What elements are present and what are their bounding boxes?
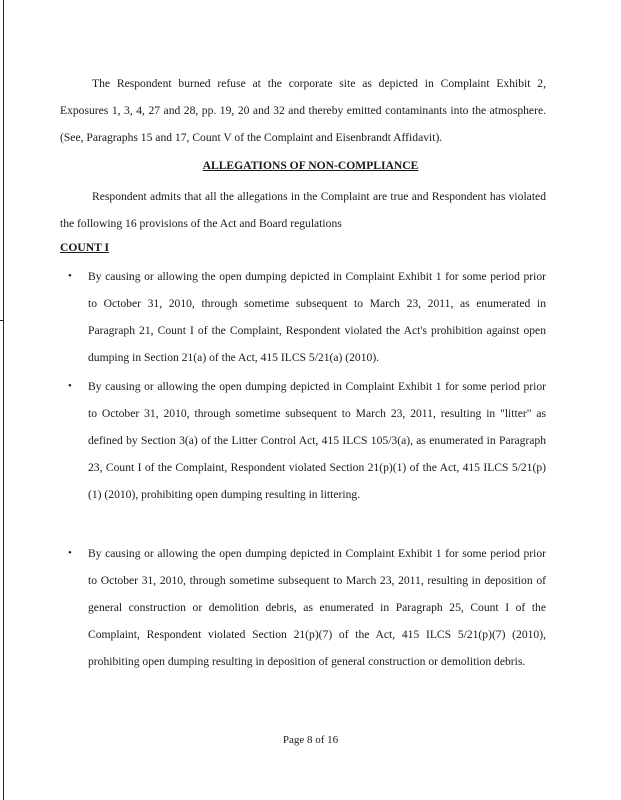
allegation-text: By causing or allowing the open dumping depicted in Complaint Exhibit 1 for some period prior to October 31, 2010, through sometime subsequent to March 23, 2011, resulting in deposition of general construction or demolition debris, as enumerated in Paragraph 25, Count I of the Complaint, Respondent violated Section 21(p)(7) of the Act, 415 ILCS 5/21(p)(7) (2010), prohibiting open dumping resulting in deposition of general construction or demolition debris. xyxy=(88,547,546,668)
allegation-item xyxy=(68,263,546,371)
page-number: Page 8 of 16 xyxy=(282,734,339,746)
allegation-text: By causing or allowing the open dumping depicted in Complaint Exhibit 1 for some period prior to October 31, 2010, through sometime subsequent to March 23, 2011, as enumerated in Paragraph 21, Count I of the Complaint, Respondent violated the Act's prohibition against open dumping in Section 21(a) of the Act, 415 ILCS 5/21(a) (2010). xyxy=(88,270,546,364)
bullet-icon: • xyxy=(68,380,72,392)
section-heading: ALLEGATIONS OF NON-COMPLIANCE xyxy=(202,159,419,172)
admission-paragraph: Respondent admits that all the allegations in the Complaint are true and Respondent has violated the following 16 provisions of the Act and Board regulations xyxy=(60,190,546,230)
allegation-item xyxy=(68,540,546,675)
allegation-item xyxy=(68,373,546,508)
count-title: COUNT I xyxy=(60,241,110,254)
intro-paragraph: The Respondent burned refuse at the corporate site as depicted in Complaint Exhibit 2, Exposures 1, 3, 4, 27 and 28, pp. 19, 20 and 32 and thereby emitted contaminants into the atmosphere. (See, Paragraphs 15 and 17, Count V of the Complaint and Eisenbrandt Affidavit). xyxy=(60,77,546,144)
bullet-icon: • xyxy=(68,270,72,282)
bullet-icon: • xyxy=(68,547,72,559)
page-left-edge-line xyxy=(3,0,4,800)
allegation-text: By causing or allowing the open dumping depicted in Complaint Exhibit 1 for some period prior to October 31, 2010, through sometime subsequent to March 23, 2011, resulting in "litter" as defined by Section 3(a) of the Litter Control Act, 415 ILCS 105/3(a), as enumerated in Paragraph 23, Count I of the Complaint, Respondent violated Section 21(p)(1) of the Act, 415 ILCS 5/21(p)(1) (2010), prohibiting open dumping resulting in littering. xyxy=(88,380,546,501)
margin-tick-mark xyxy=(0,320,4,321)
